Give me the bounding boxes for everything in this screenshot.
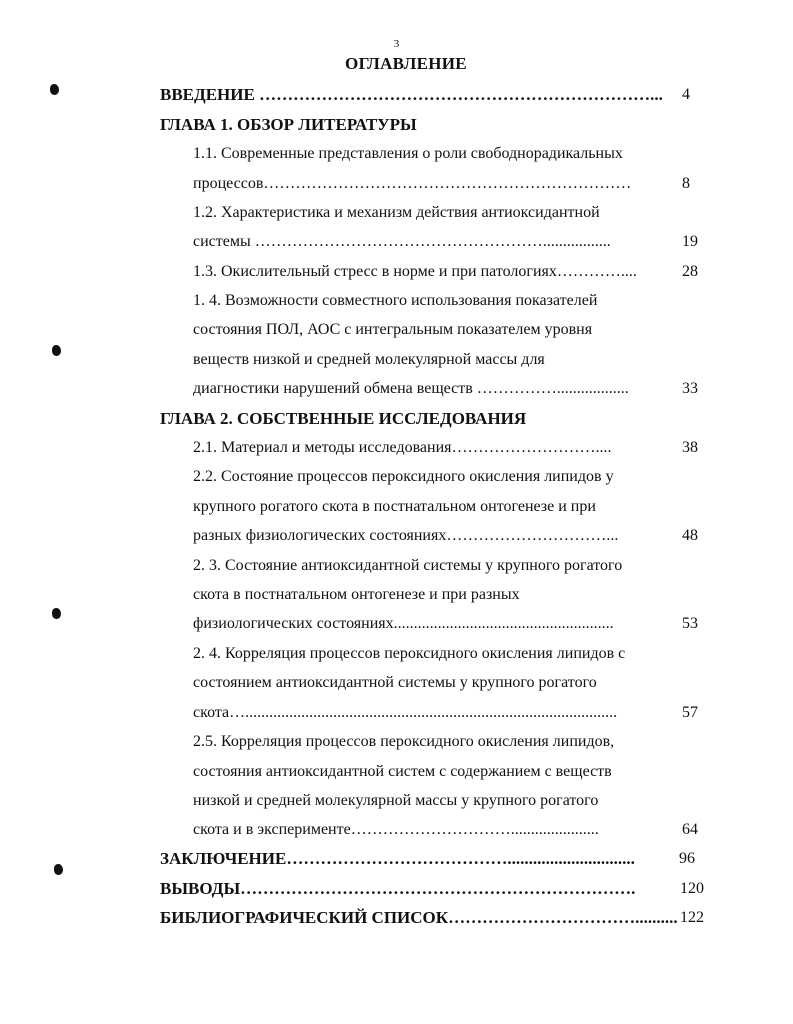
toc-line-2-5c: низкой и средней молекулярной массы у крупного рогатого xyxy=(193,792,599,809)
toc-page-1-3: 28 xyxy=(682,263,698,280)
toc-page-2-4: 57 xyxy=(682,704,698,721)
toc-line-1-2b: системы ………………………………………………................. xyxy=(193,233,611,250)
toc-line-1-1b: процессов…………………………………………………………… xyxy=(193,175,632,192)
punch-hole-mark xyxy=(50,84,59,95)
toc-line-1-2a: 1.2. Характеристика и механизм действия антиоксидантной xyxy=(193,204,600,221)
toc-page-1-2: 19 xyxy=(682,233,698,250)
toc-page-conclusion: 96 xyxy=(679,850,695,867)
toc-page-2-1: 38 xyxy=(682,439,698,456)
toc-page-2-3: 53 xyxy=(682,615,698,632)
toc-page-1-1: 8 xyxy=(682,175,690,192)
toc-line-2-2c: разных физиологических состояниях…………………………... xyxy=(193,527,619,544)
punch-hole-mark xyxy=(52,345,61,356)
punch-hole-mark xyxy=(54,864,63,875)
toc-line-1-4d: диагностики нарушений обмена веществ …………….................. xyxy=(193,380,629,397)
toc-line-2-5a: 2.5. Корреляция процессов пероксидного окисления липидов, xyxy=(193,733,615,750)
toc-line-introduction: ВВЕДЕНИЕ ……………………………………………………………... xyxy=(160,85,663,104)
toc-page-2-5: 64 xyxy=(682,821,698,838)
toc-page-bibliography: 122 xyxy=(680,909,704,926)
toc-page-1-4: 33 xyxy=(682,380,698,397)
toc-page-findings: 120 xyxy=(680,880,704,897)
toc-line-2-4a: 2. 4. Корреляция процессов пероксидного окисления липидов с xyxy=(193,645,626,662)
toc-line-2-2b: крупного рогатого скота в постнатальном онтогенезе и при xyxy=(193,498,596,515)
toc-page-introduction: 4 xyxy=(682,86,690,103)
toc-line-2-3a: 2. 3. Состояние антиоксидантной системы у крупного рогатого xyxy=(193,557,623,574)
punch-hole-mark xyxy=(52,608,61,619)
toc-line-2-4c: скота…............................................................................................. xyxy=(193,704,618,721)
toc-chapter-2-heading: ГЛАВА 2. СОБСТВЕННЫЕ ИССЛЕДОВАНИЯ xyxy=(160,409,527,428)
toc-line-1-4c: веществ низкой и средней молекулярной массы для xyxy=(193,351,545,368)
toc-line-2-3c: физиологических состояниях....................................................... xyxy=(193,615,614,632)
toc-line-1-4b: состояния ПОЛ, АОС с интегральным показателем уровня xyxy=(193,321,593,338)
toc-line-conclusion: ЗАКЛЮЧЕНИЕ………………………………….............................. xyxy=(160,849,635,868)
toc-line-2-5b: состояния антиоксидантной систем с содержанием с веществ xyxy=(193,763,612,780)
toc-line-2-2a: 2.2. Состояние процессов пероксидного окисления липидов у xyxy=(193,468,614,485)
toc-line-1-4a: 1. 4. Возможности совместного использования показателей xyxy=(193,292,598,309)
toc-line-2-3b: скота в постнатальном онтогенезе и при разных xyxy=(193,586,520,603)
page-number: 3 xyxy=(393,38,400,50)
toc-line-1-1a: 1.1. Современные представления о роли свободнорадикальных xyxy=(193,145,623,162)
toc-line-bibliography: БИБЛИОГРАФИЧЕСКИЙ СПИСОК…………………………….......... xyxy=(160,908,678,927)
toc-chapter-1-heading: ГЛАВА 1. ОБЗОР ЛИТЕРАТУРЫ xyxy=(160,115,417,134)
toc-line-findings: ВЫВОДЫ……………………………………………………………. xyxy=(160,879,636,898)
toc-line-2-5d: скота и в эксперименте…………………………...................... xyxy=(193,821,599,838)
toc-line-2-4b: состоянием антиоксидантной системы у крупного рогатого xyxy=(193,674,597,691)
toc-line-2-1: 2.1. Материал и методы исследования……………………….... xyxy=(193,439,612,456)
page-title: ОГЛАВЛЕНИЕ xyxy=(345,54,467,73)
toc-page-2-2: 48 xyxy=(682,527,698,544)
toc-line-1-3: 1.3. Окислительный стресс в норме и при патологиях………….... xyxy=(193,263,637,280)
